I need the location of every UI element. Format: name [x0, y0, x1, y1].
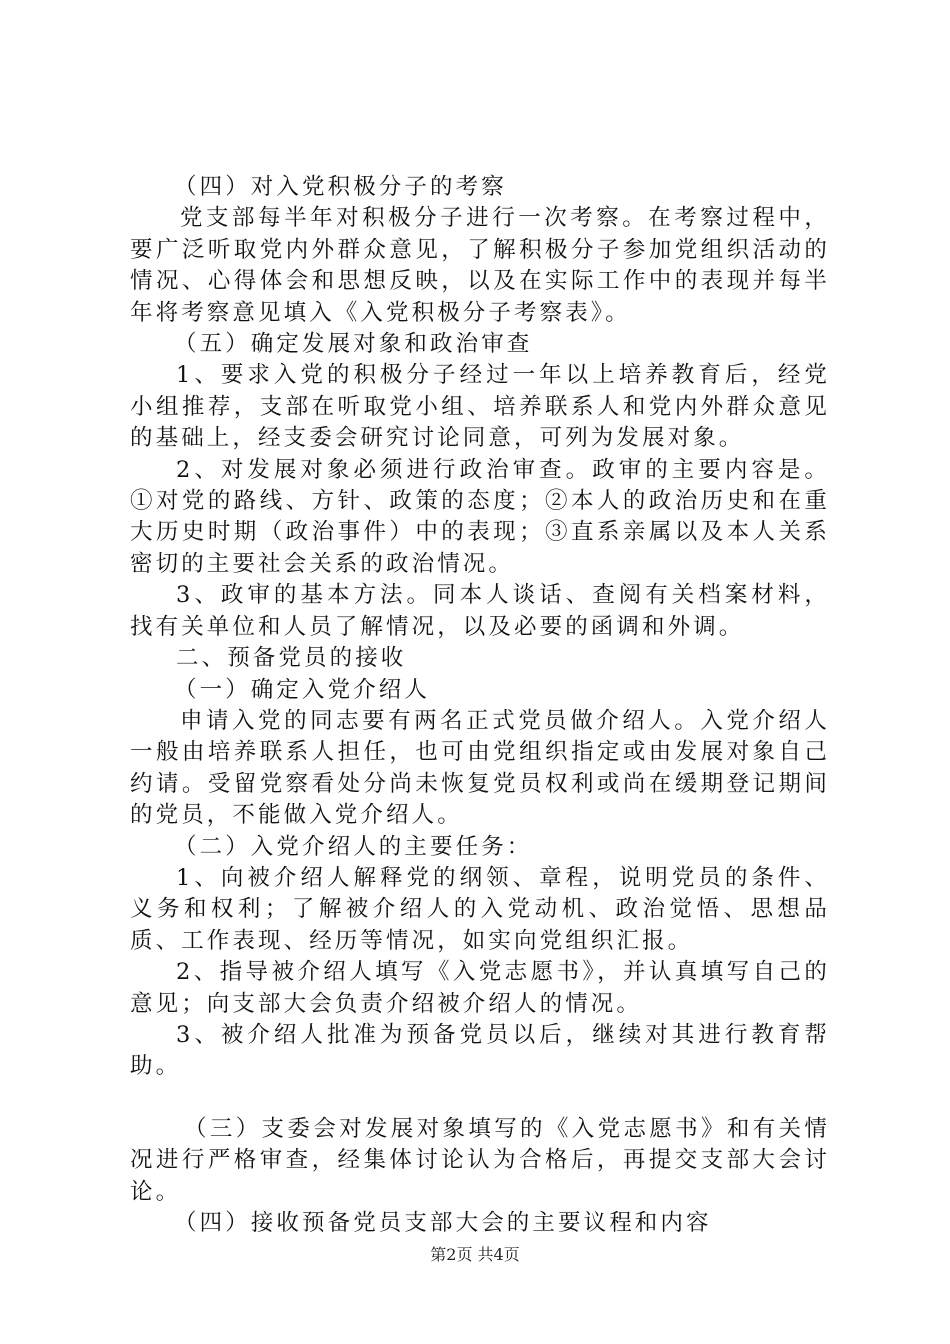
- section-heading: （四）接收预备党员支部大会的主要议程和内容: [174, 1210, 712, 1236]
- section-heading: （五）确定发展对象和政治审查: [174, 331, 533, 358]
- blank-line: [130, 1083, 830, 1114]
- section-heading: （一）确定入党介绍人: [174, 676, 431, 703]
- paragraph: 2、指导被介绍人填写《入党志愿书》，并认真填写自己的意见；向支部大会负责介绍被介绍人的情况。: [130, 959, 830, 1017]
- section-heading: （四）对入党积极分子的考察: [174, 174, 507, 200]
- paragraph: 1、要求入党的积极分子经过一年以上培养教育后，经党小组推荐，支部在听取党小组、培养联系人和党内外群众意见的基础上，经支委会研究讨论同意，可列为发展对象。: [130, 362, 830, 452]
- page-footer: 第2页 共4页: [430, 1245, 520, 1264]
- paragraph: （三）支委会对发展对象填写的《入党志愿书》和有关情况进行严格审查，经集体讨论认为合格后，再提交支部大会讨论。: [130, 1115, 830, 1205]
- paragraph: 3、政审的基本方法。同本人谈话、查阅有关档案材料，找有关单位和人员了解情况，以及必要的函调和外调。: [130, 582, 830, 640]
- section-heading: （二）入党介绍人的主要任务：: [174, 833, 533, 860]
- paragraph: 2、对发展对象必须进行政治审查。政审的主要内容是。①对党的路线、方针、政策的态度；②本人的政治历史和在重大历史时期（政治事件）中的表现；③直系亲属以及本人关系密切的主要社会关系的政治情况。: [130, 456, 830, 577]
- paragraph: 党支部每半年对积极分子进行一次考察。在考察过程中，要广泛听取党内外群众意见，了解积极分子参加党组织活动的情况、心得体会和思想反映，以及在实际工作中的表现并每半年将考察意见填入《入党积极分子考察表》。: [130, 205, 830, 326]
- paragraph: 申请入党的同志要有两名正式党员做介绍人。入党介绍人一般由培养联系人担任，也可由党组织指定或由发展对象自己约请。受留党察看处分尚未恢复党员权利或尚在缓期登记期间的党员，不能做入党介绍人。: [130, 707, 830, 829]
- document-body: [130, 172, 830, 1239]
- paragraph: 3、被介绍人批准为预备党员以后，继续对其进行教育帮助。: [130, 1021, 830, 1080]
- chapter-heading: 二、预备党员的接收: [176, 645, 407, 672]
- paragraph: 1、向被介绍人解释党的纲领、章程，说明党员的条件、义务和权利；了解被介绍人的入党动机、政治觉悟、思想品质、工作表现、经历等情况，如实向党组织汇报。: [130, 864, 830, 954]
